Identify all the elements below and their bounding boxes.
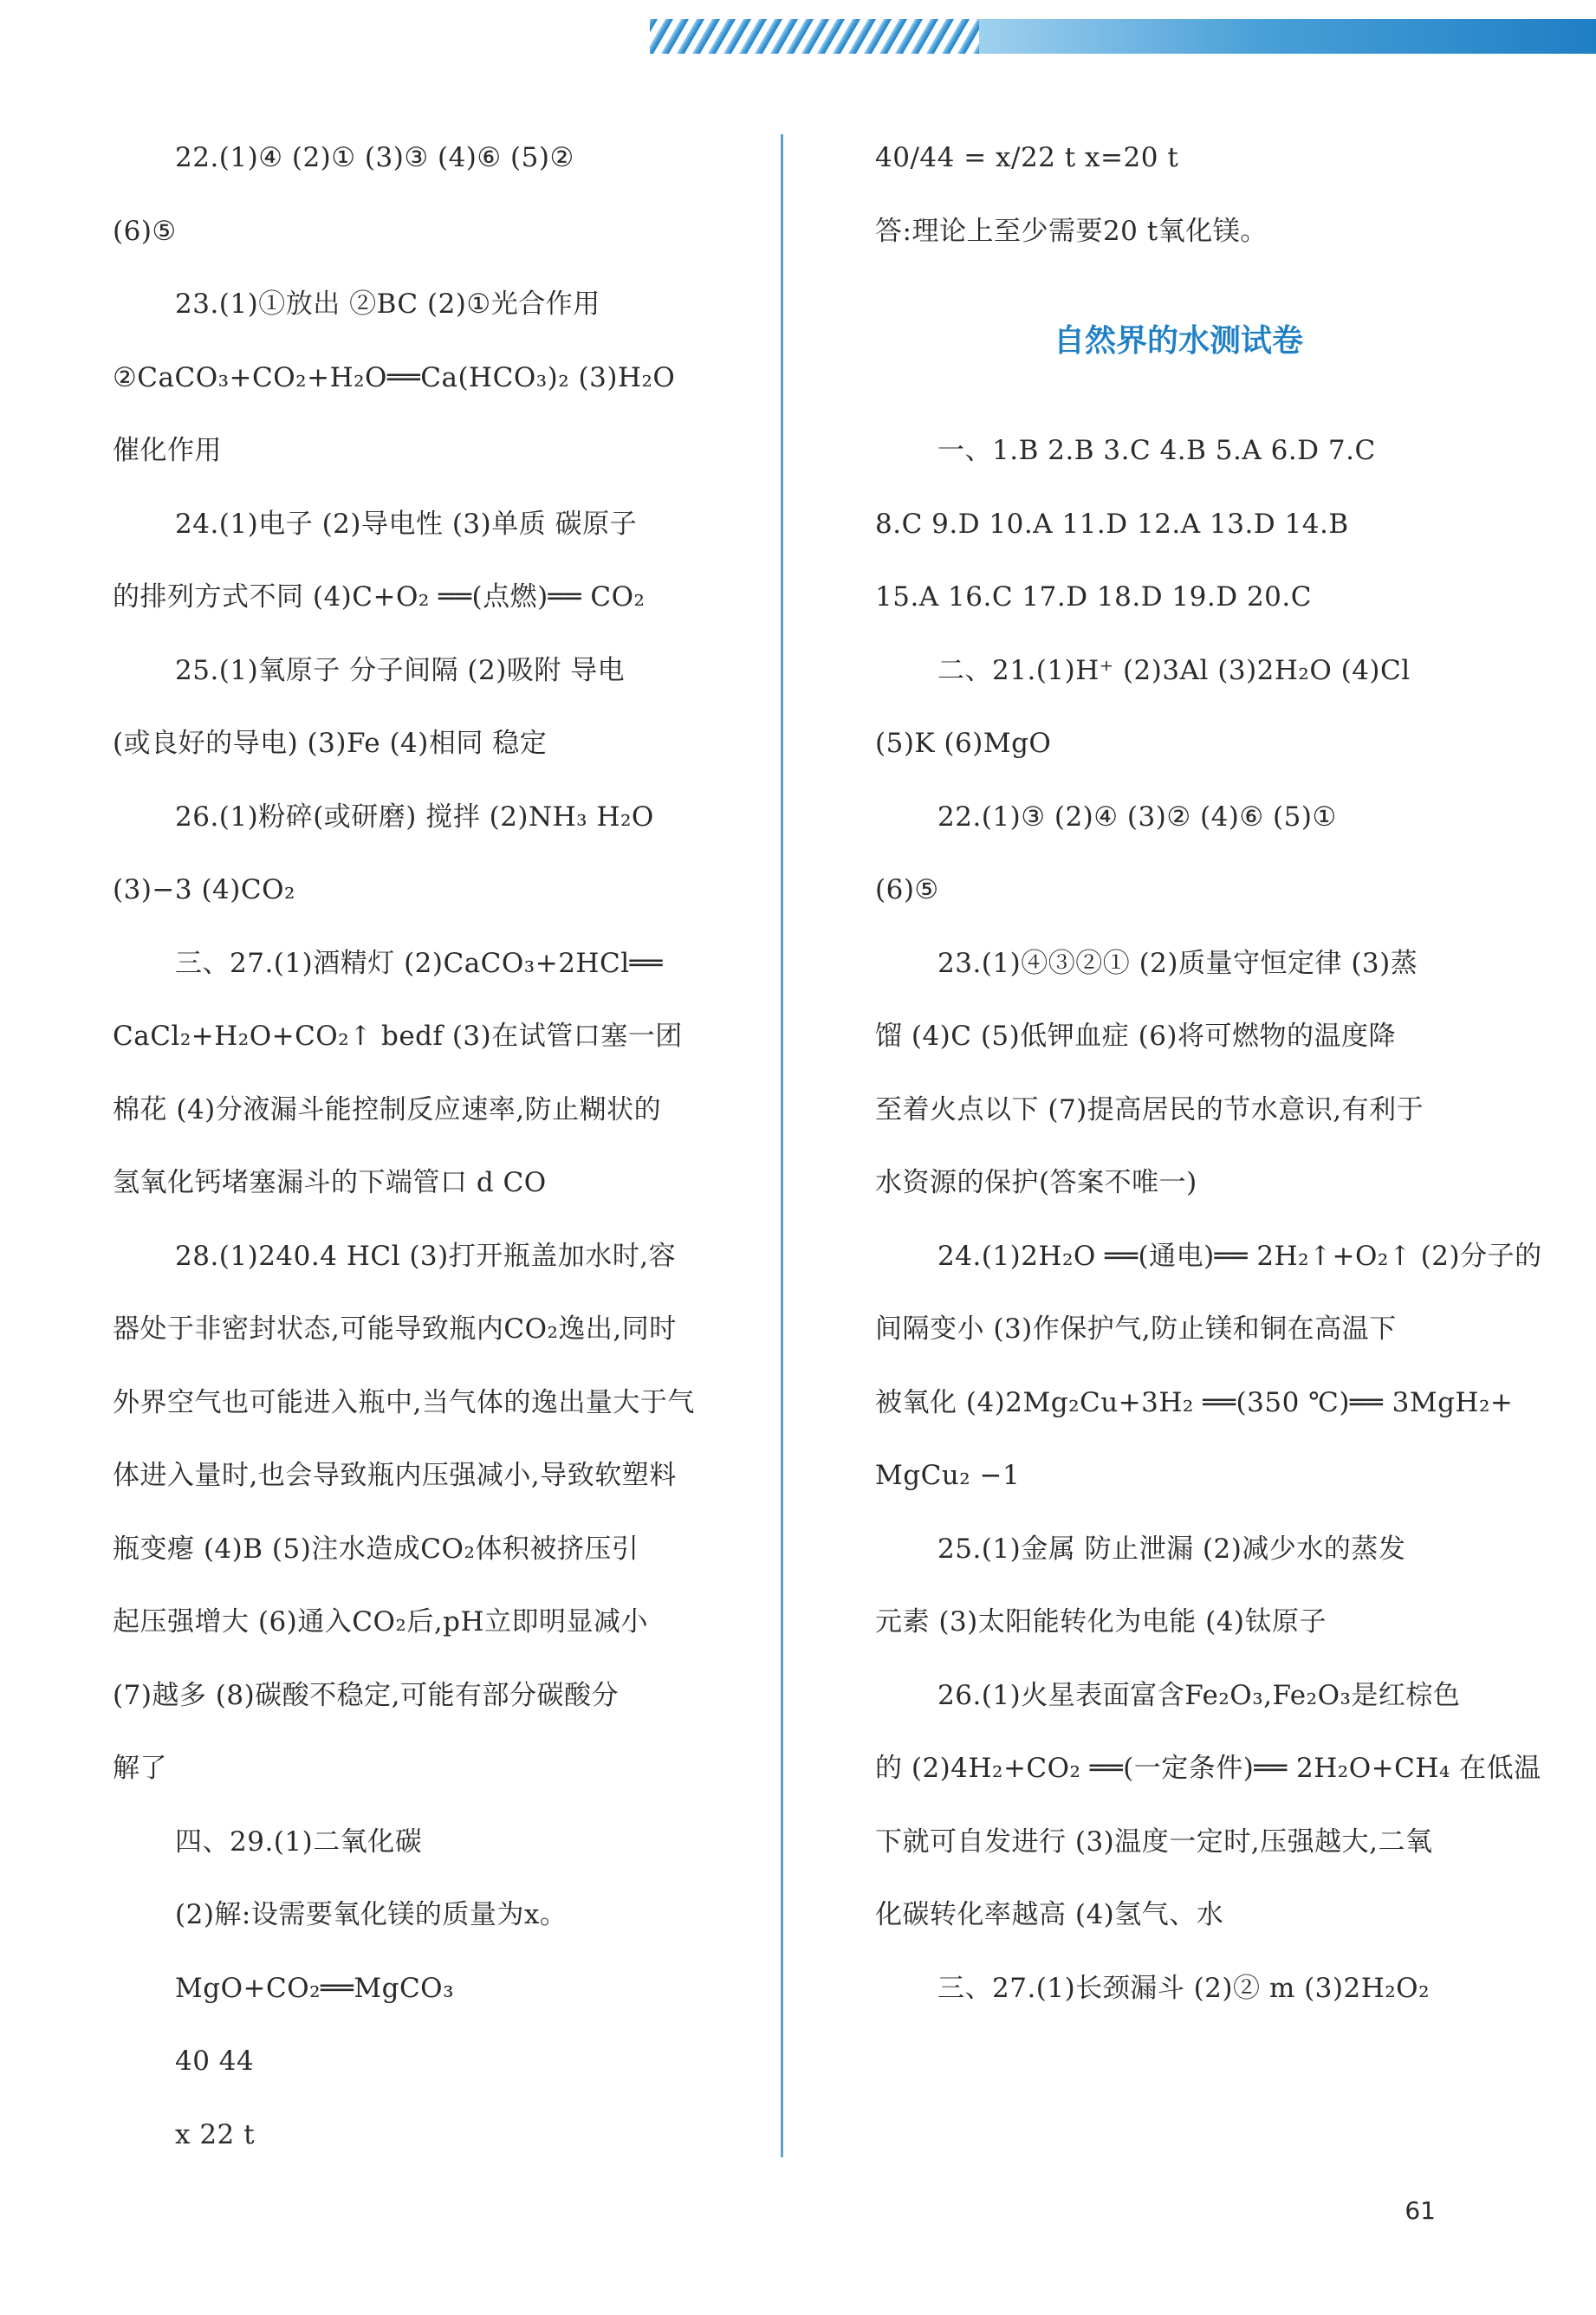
answer-line: 的 (2)4H₂+CO₂ ══(一定条件)══ 2H₂O+CH₄ 在低温: [875, 1753, 1541, 1784]
answer-line: 瓶变瘪 (4)B (5)注水造成CO₂体积被挤压引: [113, 1533, 639, 1565]
answer-line: 40/44 = x/22 t x=20 t: [875, 142, 1179, 173]
answer-line: 体进入量时,也会导致瓶内压强减小,导致软塑料: [113, 1460, 677, 1491]
section-title: 自然界的水测试卷: [1053, 323, 1303, 359]
answer-line: 15.A 16.C 17.D 18.D 19.D 20.C: [875, 581, 1312, 613]
answer-line: (5)K (6)MgO: [875, 728, 1052, 759]
answer-line: 23.(1)④③②① (2)质量守恒定律 (3)蒸: [937, 947, 1418, 979]
answer-line: 8.C 9.D 10.A 11.D 12.A 13.D 14.B: [875, 508, 1349, 540]
answer-line: x 22 t: [175, 2118, 256, 2150]
right-answer-column: [875, 121, 1542, 2025]
left-answer-column: [113, 121, 754, 2171]
answer-line: 四、29.(1)二氧化碳: [175, 1825, 423, 1858]
answer-line: (7)越多 (8)碳酸不稳定,可能有部分碳酸分: [113, 1679, 620, 1711]
answer-line: 器处于非密封状态,可能导致瓶内CO₂逸出,同时: [113, 1313, 677, 1345]
answer-line: 下就可自发进行 (3)温度一定时,压强越大,二氧: [875, 1825, 1433, 1858]
answer-line: 解了: [113, 1753, 167, 1784]
answer-line: 24.(1)电子 (2)导电性 (3)单质 碳原子: [175, 508, 638, 540]
answer-line: MgO+CO₂══MgCO₃: [175, 1972, 455, 2004]
answer-line: 起压强增大 (6)通入CO₂后,pH立即明显减小: [113, 1606, 649, 1637]
answer-line: 22.(1)③ (2)④ (3)② (4)⑥ (5)①: [937, 801, 1337, 833]
answer-line: 元素 (3)太阳能转化为电能 (4)钛原子: [875, 1606, 1327, 1637]
column-divider: [781, 134, 783, 2157]
answer-line: 被氧化 (4)2Mg₂Cu+3H₂ ══(350 ℃)══ 3MgH₂+: [875, 1386, 1514, 1418]
answer-line: 26.(1)火星表面富含Fe₂O₃,Fe₂O₃是红棕色: [937, 1679, 1461, 1711]
answer-line: 的排列方式不同 (4)C+O₂ ══(点燃)══ CO₂: [113, 581, 646, 613]
answer-line: 水资源的保护(答案不唯一): [875, 1167, 1197, 1198]
answer-line: 26.(1)粉碎(或研磨) 搅拌 (2)NH₃ H₂O: [175, 801, 654, 833]
answer-line: 至着火点以下 (7)提高居民的节水意识,有利于: [875, 1093, 1424, 1125]
answer-line: 24.(1)2H₂O ══(通电)══ 2H₂↑+O₂↑ (2)分子的: [937, 1240, 1542, 1272]
answer-line: (3)−3 (4)CO₂: [113, 874, 295, 905]
answer-line: 40 44: [175, 2046, 255, 2077]
answer-line: 化碳转化率越高 (4)氢气、水: [875, 1899, 1224, 1930]
answer-line: 25.(1)氧原子 分子间隔 (2)吸附 导电: [175, 654, 626, 686]
page-number: 61: [1405, 2196, 1436, 2225]
answer-line: (2)解:设需要氧化镁的质量为x。: [175, 1899, 568, 1930]
answer-line: 馏 (4)C (5)低钾血症 (6)将可燃物的温度降: [875, 1021, 1397, 1052]
answer-line: ②CaCO₃+CO₂+H₂O══Ca(HCO₃)₂ (3)H₂O: [113, 361, 676, 393]
answer-line: 外界空气也可能进入瓶中,当气体的逸出量大于气: [113, 1386, 695, 1418]
answer-line: 棉花 (4)分液漏斗能控制反应速率,防止糊状的: [113, 1093, 662, 1125]
answer-line: 答:理论上至少需要20 t氧化镁。: [875, 215, 1268, 247]
answer-line: 间隔变小 (3)作保护气,防止镁和铜在高温下: [875, 1313, 1397, 1345]
answer-line: 28.(1)240.4 HCl (3)打开瓶盖加水时,容: [175, 1240, 677, 1272]
answer-line: 一、1.B 2.B 3.C 4.B 5.A 6.D 7.C: [937, 435, 1376, 466]
answer-line: 二、21.(1)H⁺ (2)3Al (3)2H₂O (4)Cl: [937, 654, 1411, 686]
header-stripe-band: [650, 19, 1596, 54]
answer-line: 23.(1)①放出 ②BC (2)①光合作用: [175, 289, 600, 320]
answer-line: (或良好的导电) (3)Fe (4)相同 稳定: [113, 728, 548, 759]
answer-line: 催化作用: [113, 435, 222, 466]
answer-line: 22.(1)④ (2)① (3)③ (4)⑥ (5)②: [175, 142, 574, 173]
answer-line: 25.(1)金属 防止泄漏 (2)减少水的蒸发: [937, 1533, 1406, 1565]
answer-line: CaCl₂+H₂O+CO₂↑ bedf (3)在试管口塞一团: [113, 1021, 683, 1052]
answer-line: 氢氧化钙堵塞漏斗的下端管口 d CO: [113, 1167, 547, 1198]
answer-line: MgCu₂ −1: [875, 1460, 1021, 1491]
answer-line: 三、27.(1)酒精灯 (2)CaCO₃+2HCl══: [175, 947, 663, 979]
answer-line: (6)⑤: [113, 215, 177, 247]
answer-line: (6)⑤: [875, 874, 939, 905]
answer-line: 三、27.(1)长颈漏斗 (2)② m (3)2H₂O₂: [937, 1972, 1431, 2004]
